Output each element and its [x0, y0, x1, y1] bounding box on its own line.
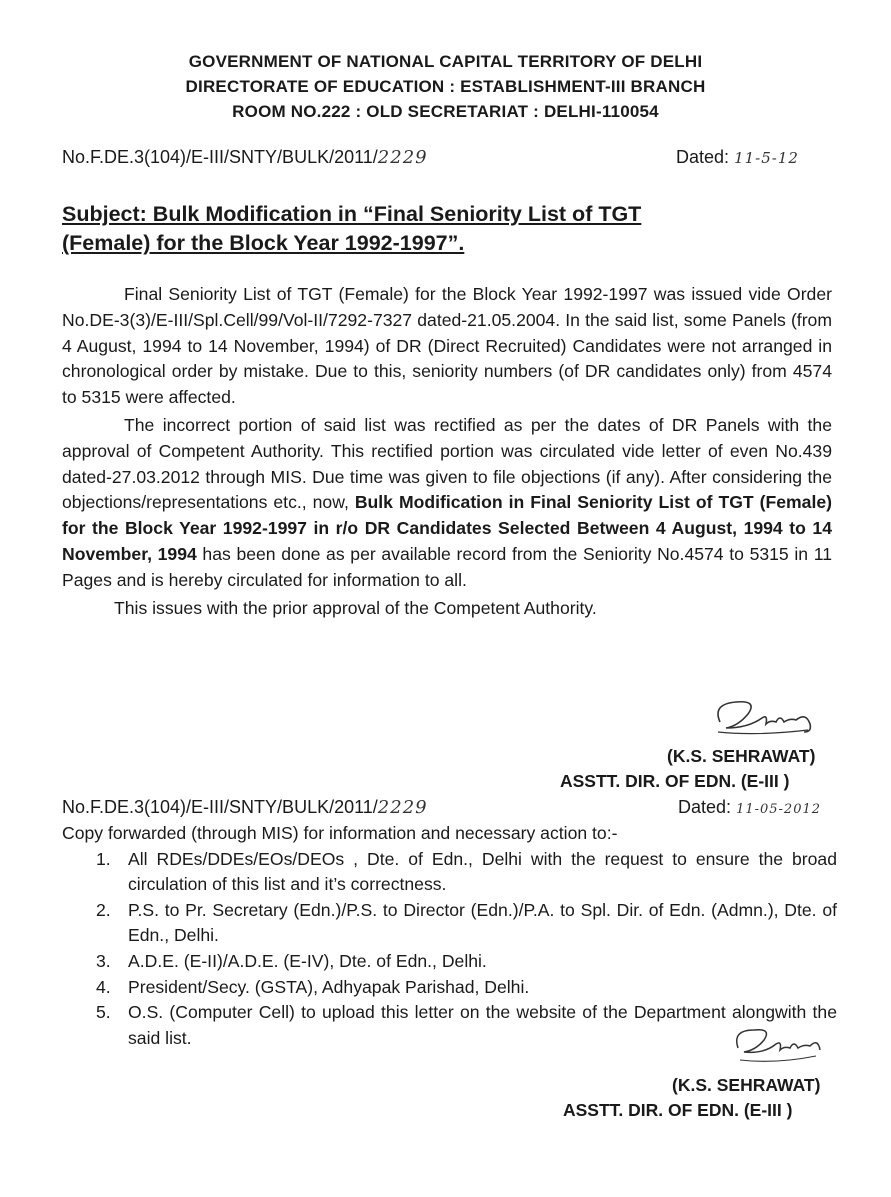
paragraph-1: Final Seniority List of TGT (Female) for the Block Year 1992-1997 was issued vide Order No.DE-3(3)/E-III/Spl.Cell/99/Vol-II/7292-7327 dated-21.05.2004. In the said list, some Panels (from 4 August, 1994 to 14 November, 1994) of DR (Direct Recruited) Candidates were not arranged in chronological order by mistake. Due to this, seniority numbers (of DR candidates only) from 4574 to 5315 were affected.	[62, 284, 832, 408]
reference-number	[62, 147, 428, 168]
copy-forwarded-section	[62, 821, 837, 1051]
reference-date	[676, 147, 799, 168]
copy-intro: Copy forwarded (through MIS) for information and necessary action to:-	[62, 823, 618, 843]
header-line-government: GOVERNMENT OF NATIONAL CAPITAL TERRITORY OF DELHI	[188, 52, 703, 71]
header-line-address: ROOM NO.222 : OLD SECRETARIAT : DELHI-110054	[232, 102, 659, 121]
list-item: 3. A.D.E. (E-II)/A.D.E. (E-IV), Dte. of Edn., Delhi.	[96, 950, 487, 971]
signature-mark	[708, 692, 828, 742]
list-item: 4. President/Secy. (GSTA), Adhyapak Parishad, Delhi.	[96, 976, 530, 997]
signatory-name: (K.S. SEHRAWAT)	[667, 746, 816, 766]
dated-label: Dated:	[676, 147, 730, 167]
header-line-directorate: DIRECTORATE OF EDUCATION : ESTABLISHMENT-III BRANCH	[185, 77, 706, 96]
copy-reference-number	[62, 797, 428, 818]
second-signatory-name: (K.S. SEHRAWAT)	[672, 1075, 821, 1095]
copy-dated-label: Dated:	[678, 797, 732, 817]
subject	[62, 200, 832, 258]
paragraph-3: This issues with the prior approval of the Competent Authority.	[114, 597, 597, 618]
paragraph-2-start: The incorrect portion of said list was rectified as per the dates of DR Panels with the approval of Competent Authority. This rectified portion was circulated vide letter of even No.439 dated-27.03.2012 through MIS. Due time was given to file objections (if any). After considering the objections/representations etc., now,	[62, 414, 832, 513]
paragraph-2-bold: Bulk Modification in Final Seniority List of TGT (Female) for the Block Year 1992-1997 in r/o DR Candidates Selected Between 4 August, 1994 to 14 November, 1994	[62, 492, 832, 564]
copy-recipient-list	[62, 847, 837, 1052]
list-item: 5. O.S. (Computer Cell) to upload this letter on the website of the Department alongwith the said list.	[96, 1002, 837, 1048]
list-item: 1. All RDEs/DDEs/EOs/DEOs , Dte. of Edn., Delhi with the request to ensure the broad circulation of this list and it’s correctness.	[96, 848, 837, 895]
second-signature-mark	[728, 1020, 828, 1068]
reference-number-text: No.F.DE.3(104)/E-III/SNTY/BULK/2011/	[62, 147, 378, 167]
subject-line-2: (Female) for the Block Year 1992-1997”.	[62, 231, 465, 255]
subject-line-1: Subject: Bulk Modification in “Final Seniority List of TGT	[62, 202, 642, 226]
letter-body	[62, 282, 832, 621]
copy-reference-number-text: No.F.DE.3(104)/E-III/SNTY/BULK/2011/	[62, 797, 378, 817]
handwritten-dispatch-number: 2229	[377, 147, 428, 168]
copy-handwritten-date: 11-05-2012	[736, 802, 822, 817]
second-signatory-designation: ASSTT. DIR. OF EDN. (E-III )	[563, 1100, 793, 1120]
list-item: 2. P.S. to Pr. Secretary (Edn.)/P.S. to Director (Edn.)/P.A. to Spl. Dir. of Edn. (Admn.), Dte. of Edn., Delhi.	[96, 899, 837, 946]
copy-reference-date	[678, 797, 821, 818]
copy-handwritten-dispatch-number: 2229	[377, 797, 428, 818]
paragraph-2	[62, 413, 832, 594]
handwritten-date: 11-5-12	[734, 149, 799, 167]
signatory-designation: ASSTT. DIR. OF EDN. (E-III )	[560, 771, 790, 791]
paragraph-2-end: has been done as per available record from the Seniority No.4574 to 5315 in 11 Pages and is hereby circulated for information to all.	[62, 543, 832, 590]
